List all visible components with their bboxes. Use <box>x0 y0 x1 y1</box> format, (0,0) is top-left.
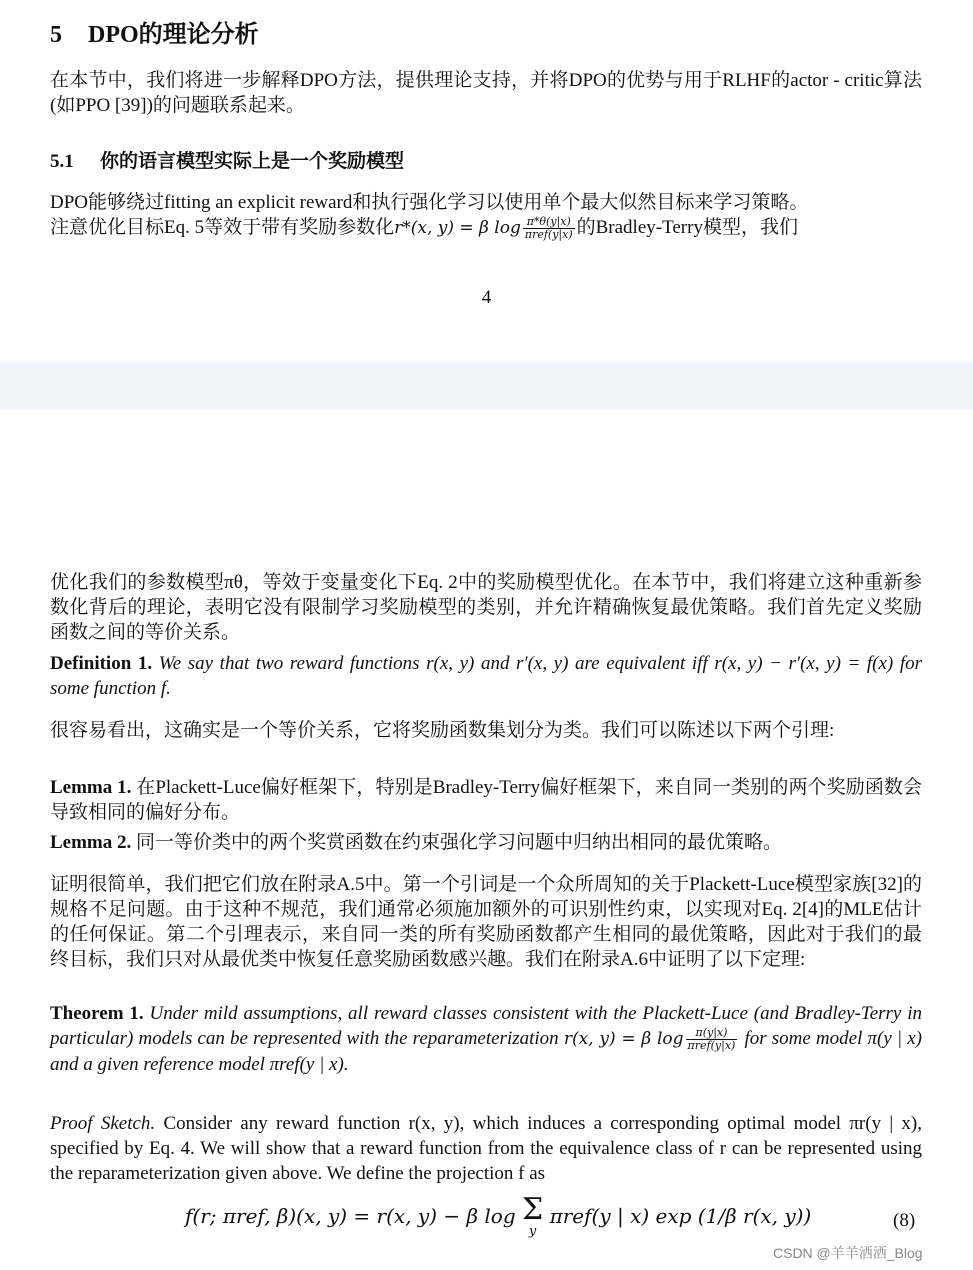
theorem-label: Theorem 1. <box>50 1003 144 1024</box>
paragraph-1-suffix: 的Bradley-Terry模型，我们 <box>576 217 798 238</box>
subsection-number: 5.1 <box>50 151 74 172</box>
proof-sketch <box>50 1111 922 1186</box>
frac-denominator: πref(y|x) <box>524 228 573 242</box>
equation-number: (8) <box>893 1210 916 1231</box>
section-title-text: DPO的理论分析 <box>88 22 259 48</box>
lemma-1-label: Lemma 1. <box>50 777 132 798</box>
paragraph-2: 优化我们的参数模型πθ，等效于变量变化下Eq. 2中的奖励模型优化。在本节中，我们将建立这种重新参数化背后的理论，表明它没有限制学习奖励模型的类别，并允许精确恢复最优策略。我们首先定义奖励函数之间的等价关系。 <box>50 572 922 643</box>
lemma-2-label: Lemma 2. <box>50 832 132 853</box>
theorem-frac-numerator: π(y|x) <box>686 1027 738 1040</box>
subsection-title <box>50 146 404 173</box>
theorem-1 <box>50 1001 922 1077</box>
intro-paragraph: 在本节中，我们将进一步解释DPO方法，提供理论支持，并将DPO的优势与用于RLHF的actor - critic算法(如PPO [39])的问题联系起来。 <box>50 70 922 116</box>
theorem-fraction <box>686 1027 738 1052</box>
theorem-text-a: Under mild assumptions, all reward classes consistent with the Plackett-Luce (and Bradley-Terry in particular) models can be represented with the reparameterization <box>50 1003 922 1049</box>
paragraph-1-line-1: DPO能够绕过fitting an explicit reward和执行强化学习以使用单个最大似然目标来学习策略。 <box>50 192 809 213</box>
theorem-formula: r(x, y) = β log <box>563 1029 684 1049</box>
reward-param-formula: r*(x, y) = β log <box>394 218 521 238</box>
equation-paren: (1/β r(x, y)) <box>697 1204 812 1228</box>
definition-text: We say that two reward functions r(x, y) and r′(x, y) are equivalent iff r(x, y) − r′(x, y) = f(x) for some function f. <box>50 653 923 699</box>
proof-text: Consider any reward function r(x, y), which induces a corresponding optimal model πr(y | x), specified by Eq. 4. We will show that a reward function from the equivalence class of r can be represented using the reparameterization given above. We define the projection f as <box>50 1113 922 1184</box>
frac-numerator: π*θ(y|x) <box>523 216 575 229</box>
sum-symbol: Σ <box>522 1192 544 1227</box>
section-number: 5 <box>50 22 62 48</box>
lemma-2-text: 同一等价类中的两个奖赏函数在约束强化学习问题中归纳出相同的最优策略。 <box>136 832 783 853</box>
lemma-1-text: 在Plackett-Luce偏好框架下，特别是Bradley-Terry偏好框架下，来自同一类别的两个奖励函数会导致相同的偏好分布。 <box>50 777 923 823</box>
page-number: 4 <box>481 287 492 308</box>
equation-lhs: f(r; πref, β)(x, y) = r(x, y) − β log <box>185 1204 516 1228</box>
paragraph-4: 证明很简单，我们把它们放在附录A.5中。第一个引词是一个众所周知的关于Plackett-Luce模型家族[32]的规格不足问题。由于这种不规范，我们通常必须施加额外的可识别性约束，以实现对Eq. 2[4]的MLE估计的任何保证。第二个引理表示，来自同一类的所有奖励函数都产生相同的最优策略，因此对于我们的最终目标，我们只对从最优类中恢复任意奖励函数感兴趣。我们在附录A.6中证明了以下定理: <box>50 874 922 970</box>
equation-rhs: πref(y | x) exp <box>549 1204 692 1228</box>
theorem-frac-denominator: πref(y|x) <box>687 1039 736 1053</box>
sum-subscript: y <box>528 1224 537 1239</box>
paragraph-1-prefix: 注意优化目标Eq. 5等效于带有奖励参数化 <box>50 217 395 238</box>
equation-8 <box>185 1192 812 1239</box>
reward-param-fraction <box>523 216 575 241</box>
section-title <box>50 14 259 49</box>
page-gap <box>0 362 973 410</box>
proof-label: Proof Sketch. <box>50 1113 156 1134</box>
watermark: CSDN @羊羊洒洒_Blog <box>773 1245 923 1261</box>
paragraph-3: 很容易看出，这确实是一个等价关系，它将奖励函数集划分为类。我们可以陈述以下两个引理: <box>50 720 835 741</box>
subsection-title-text: 你的语言模型实际上是一个奖励模型 <box>100 151 405 172</box>
definition-label: Definition 1. <box>50 653 153 674</box>
definition-1 <box>50 651 922 701</box>
equation-sum <box>522 1192 544 1239</box>
lemma-1 <box>50 775 922 825</box>
paragraph-1 <box>50 190 922 241</box>
paragraph-1-line-2 <box>50 215 922 241</box>
lemma-2 <box>50 830 922 855</box>
theorem-text-b: for some model π(y | x) and a given reference model πref(y | x). <box>50 1028 922 1076</box>
